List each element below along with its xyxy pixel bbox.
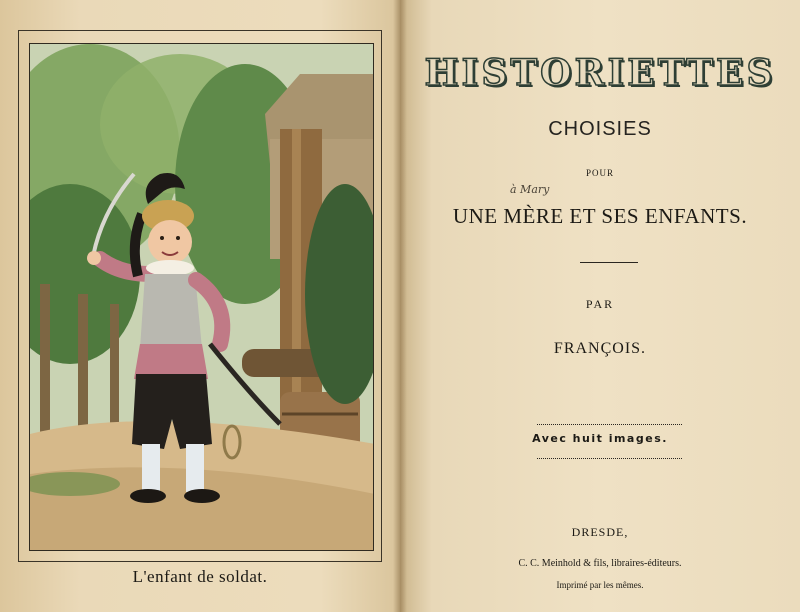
illustration-caption: L'enfant de soldat. <box>132 567 268 586</box>
book-subtitle: CHOISIES <box>548 118 652 140</box>
dotted-rule-bottom <box>537 458 682 459</box>
images-note: Avec huit images. <box>532 432 668 445</box>
title-main-line: UNE MÈRE ET SES ENFANTS. <box>452 204 748 228</box>
pour-label: POUR <box>585 168 614 178</box>
illustration-drawing <box>30 44 374 551</box>
imprint-city: DRESDE, <box>571 525 629 539</box>
illustration-fence-post <box>40 284 50 444</box>
illustration <box>29 43 374 551</box>
separator-rule <box>580 262 638 263</box>
handwritten-inscription: à Mary <box>510 183 550 196</box>
illustration-fence-post <box>110 304 119 424</box>
collar <box>146 260 194 276</box>
par-label: PAR <box>585 297 615 311</box>
imprint-printer: Imprimé par les mêmes. <box>556 580 644 590</box>
illustration-fence-post <box>78 294 88 434</box>
author-name: FRANÇOIS. <box>553 340 647 357</box>
child-face <box>148 220 192 264</box>
book-title: HISTORIETTES <box>424 52 776 94</box>
imprint-publisher: C. C. Meinhold & fils, libraires-éditeurs. <box>518 558 682 569</box>
dotted-rule-top <box>537 424 682 425</box>
